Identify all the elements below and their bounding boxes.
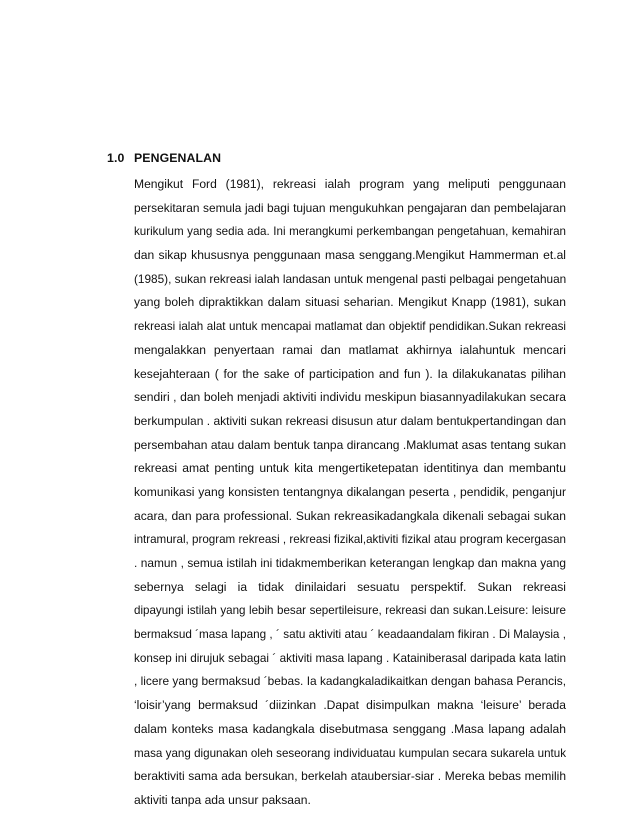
paragraph-line: sendiri , dan boleh menjadi aktiviti individu meskipun biasannyadilakukan secara	[134, 390, 566, 405]
paragraph-line: berkumpulan . aktiviti sukan rekreasi disusun atur dalam bentukpertandingan dan	[134, 413, 566, 428]
section-number: 1.0	[107, 151, 125, 165]
paragraph-line: Mengikut Ford (1981), rekreasi ialah program yang meliputi penggunaan	[134, 177, 566, 191]
paragraph-line: masa yang digunakan oleh seseorang individuatau kumpulan secara sukarela untuk	[134, 746, 566, 760]
body-paragraph	[134, 173, 566, 813]
paragraph-line: beraktiviti sama ada bersukan, berkelah ataubersiar-siar . Mereka bebas memilih	[134, 769, 566, 784]
paragraph-line: rekreasi amat penting untuk kita mengertiketepatan identitinya dan membantu	[134, 461, 566, 476]
paragraph-line: acara, dan para professional. Sukan rekreasikadangkala dikenali sebagai sukan	[134, 508, 566, 523]
paragraph-line: . namun , semua istilah ini tidakmemberikan keterangan lengkap dan makna yang	[134, 556, 566, 570]
paragraph-line: aktiviti tanpa ada unsur paksaan.	[134, 792, 311, 807]
paragraph-line: kesejahteraan ( for the sake of participation and fun ). Ia dilakukanatas pilihan	[134, 366, 566, 381]
paragraph-line: dipayungi istilah yang lebih besar sepertileisure, rekreasi dan sukan.Leisure: leisure	[134, 604, 566, 618]
paragraph-line: intramural, program rekreasi , rekreasi fizikal,aktiviti fizikal atau program kecergasan	[134, 533, 566, 547]
paragraph-line: dan sikap khususnya penggunaan masa senggang.Mengikut Hammerman et.al	[134, 248, 566, 263]
paragraph-line: ‘loisir’yang bermaksud ´diizinkan .Dapat disimpulkan makna ‘leisure’ berada	[134, 698, 566, 713]
paragraph-line: yang boleh dipraktikkan dalam situasi seharian. Mengikut Knapp (1981), sukan	[134, 295, 566, 310]
paragraph-line: dalam konteks masa kadangkala disebutmasa senggang .Masa lapang adalah	[134, 721, 566, 736]
paragraph-line: rekreasi ialah alat untuk mencapai matlamat dan objektif pendidikan.Sukan rekreasi	[134, 320, 566, 334]
paragraph-line: (1985), sukan rekreasi ialah landasan untuk mengenal pasti pelbagai pengetahuan	[134, 271, 567, 286]
paragraph-line: kurikulum yang sedia ada. Ini merangkumi perkembangan pengetahuan, kemahiran	[134, 225, 566, 239]
paragraph-line: persembahan atau dalam bentuk tanpa dirancang .Maklumat asas tentang sukan	[134, 437, 566, 452]
paragraph-line: bermaksud ´masa lapang , ´ satu aktiviti atau ´ keadaandalam fikiran . Di Malaysia ,	[134, 628, 566, 642]
paragraph-line: persekitaran semula jadi bagi tujuan mengukuhkan pengajaran dan pembelajaran	[134, 200, 566, 215]
paragraph-line: , licere yang bermaksud ´bebas. Ia kadangkaladikaitkan dengan bahasa Perancis,	[134, 674, 566, 689]
section-heading	[107, 151, 221, 165]
paragraph-line: sebernya selagi ia tidak dinilaidari sesuatu perspektif. Sukan rekreasi	[134, 579, 566, 594]
section-title: PENGENALAN	[134, 151, 222, 165]
paragraph-line: mengalakkan penyertaan ramai dan matlamat akhirnya ialahuntuk mencari	[134, 342, 566, 357]
paragraph-line: komunikasi yang konsisten tentangnya dikalangan peserta , pendidik, penganjur	[134, 484, 566, 499]
paragraph-line: konsep ini dirujuk sebagai ´ aktiviti masa lapang . Katainiberasal daripada kata latin	[134, 651, 566, 665]
